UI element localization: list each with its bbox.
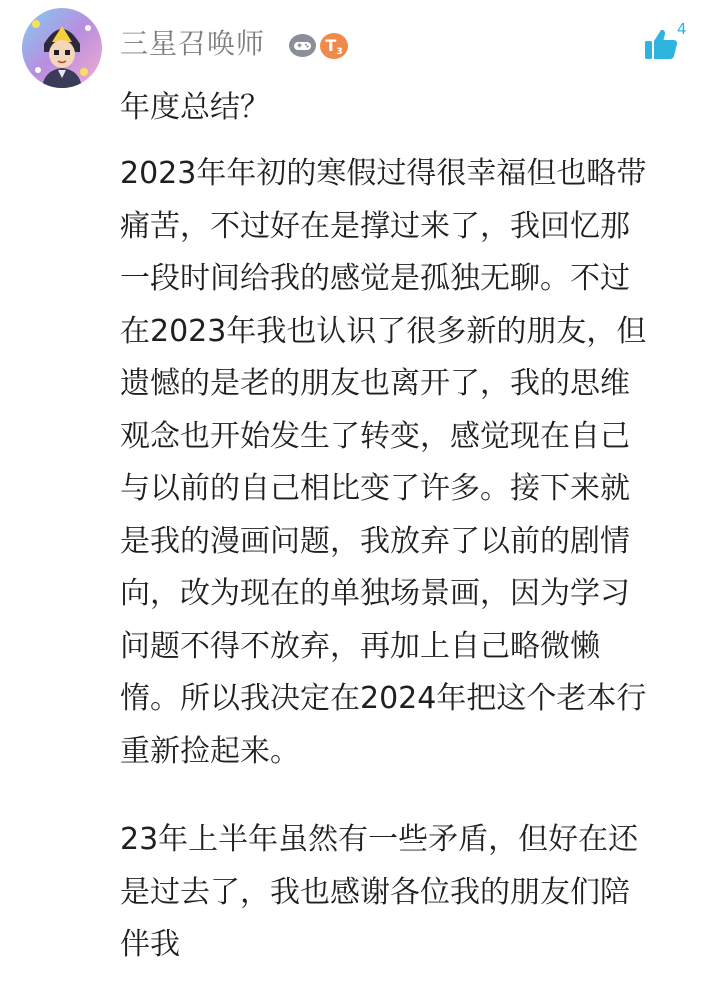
level-badge-letter: T — [325, 36, 337, 55]
comment-title: 年度总结？ — [120, 90, 270, 125]
comment-paragraph-1 — [120, 148, 710, 778]
paragraph-line: 惰。所以我决定在2024年把这个老本行 — [120, 681, 647, 716]
level-badge — [320, 33, 348, 59]
paragraph-line: 2023年年初的寒假过得很幸福但也略带 — [120, 156, 647, 191]
level-badge-number: 3 — [336, 47, 343, 57]
paragraph-line: 23年上半年虽然有一些矛盾，但好在还 — [120, 822, 639, 857]
paragraph-line: 遗憾的是老的朋友也离开了，我的思维 — [120, 366, 630, 401]
paragraph-line: 问题不得不放弃，再加上自己略微懒 — [120, 628, 600, 664]
paragraph-line: 痛苦，不过好在是撑过来了，我回忆那 — [120, 208, 630, 244]
paragraph-line: 观念也开始发生了转变，感觉现在自己 — [120, 418, 630, 454]
paragraph-line: 伴我 — [120, 927, 180, 962]
author-name[interactable]: 三星召唤师 — [120, 27, 266, 60]
paragraph-line: 与以前的自己相比变了许多。接下来就 — [120, 471, 630, 506]
comment-paragraph-2 — [120, 814, 710, 972]
paragraph-line: 重新捡起来。 — [120, 733, 300, 769]
thumbs-up-icon — [644, 28, 678, 60]
paragraph-line: 是过去了，我也感谢各位我的朋友们陪 — [120, 874, 630, 910]
anime-character-avatar — [22, 8, 102, 88]
game-controller-badge — [289, 34, 316, 57]
user-avatar[interactable] — [22, 8, 102, 88]
paragraph-line: 是我的漫画问题，我放弃了以前的剧情 — [120, 523, 630, 559]
game-controller-icon — [289, 34, 316, 57]
like-button[interactable] — [644, 28, 678, 60]
paragraph-line: 向，改为现在的单独场景画，因为学习 — [120, 576, 630, 611]
paragraph-line: 一段时间给我的感觉是孤独无聊。不过 — [120, 261, 630, 296]
paragraph-line: 在2023年我也认识了很多新的朋友，但 — [120, 313, 647, 349]
like-count: 4 — [677, 20, 687, 38]
